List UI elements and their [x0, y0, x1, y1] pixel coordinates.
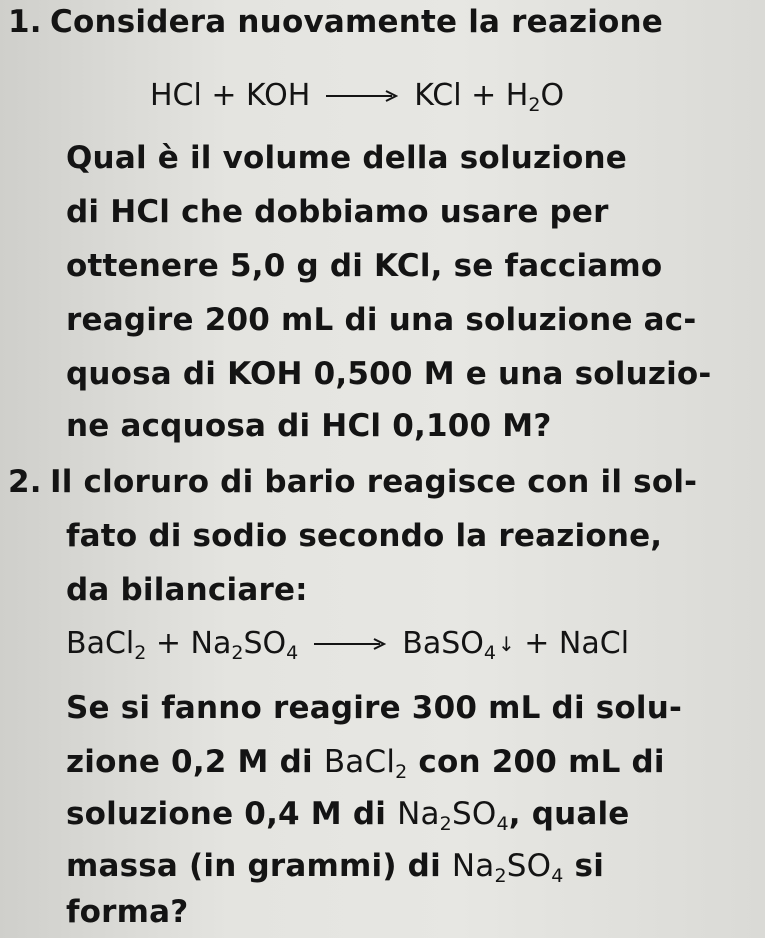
- precipitate-arrow-icon: ↓: [497, 632, 515, 656]
- problem-2-heading: [8, 462, 697, 502]
- problem-1-text-line: Qual è il volume della soluzione: [66, 140, 628, 176]
- formula-na2so4: $Na_2SO_4$: [397, 796, 509, 835]
- eq1-reactants: HCl + KOH: [150, 78, 311, 113]
- problem-2-number: 2.: [8, 464, 42, 500]
- problem-2-question-line: forma?: [66, 894, 189, 930]
- problem-2-intro-line: da bilanciare:: [66, 572, 308, 608]
- problem-2-intro-line: Il cloruro di bario reagisce con il sol-: [50, 464, 698, 500]
- formula-na2so4: $Na_2SO_4$: [451, 848, 564, 887]
- problem-2-question-line: Se si fanno reagire 300 mL di solu-: [66, 690, 683, 726]
- problem-2-intro-line: fato di sodio secondo la reazione,: [66, 518, 663, 554]
- reaction-arrow-icon: [314, 634, 386, 654]
- problem-1-text-line: ne acquosa di HCl 0,100 M?: [66, 408, 552, 444]
- problem-2-question-line: soluzione 0,4 M di $Na_2SO_4$, quale: [66, 796, 630, 835]
- eq2-products: BaSO$_4$ ↓ + NaCl: [402, 626, 630, 664]
- problem-1-text-line: di HCl che dobbiamo usare per: [66, 194, 609, 230]
- problem-2-equation: [66, 624, 629, 664]
- problem-1-text-line: ottenere 5,0 g di KCl, se facciamo: [66, 248, 663, 284]
- problem-2-question-line: massa (in grammi) di $Na_2SO_4$ si: [66, 848, 605, 887]
- problem-1-text-line: quosa di KOH 0,500 M e una soluzio-: [66, 356, 712, 392]
- problem-1-title: Considera nuovamente la reazione: [50, 4, 664, 40]
- eq1-products: KCl + $H_2O$: [414, 78, 565, 116]
- problem-1-number: 1.: [8, 4, 42, 40]
- eq2-reactants: BaCl$_2$ + $Na_2SO_4$: [66, 626, 299, 664]
- formula-bacl2: BaCl$_2$: [323, 744, 408, 783]
- problem-1-text-line: reagire 200 mL di una soluzione ac-: [66, 302, 697, 338]
- problem-2-question-line: zione 0,2 M di BaCl$_2$ con 200 mL di: [66, 744, 665, 783]
- problem-1-equation: [150, 76, 564, 116]
- reaction-arrow-icon: [326, 86, 398, 106]
- problem-1-heading: [8, 2, 663, 42]
